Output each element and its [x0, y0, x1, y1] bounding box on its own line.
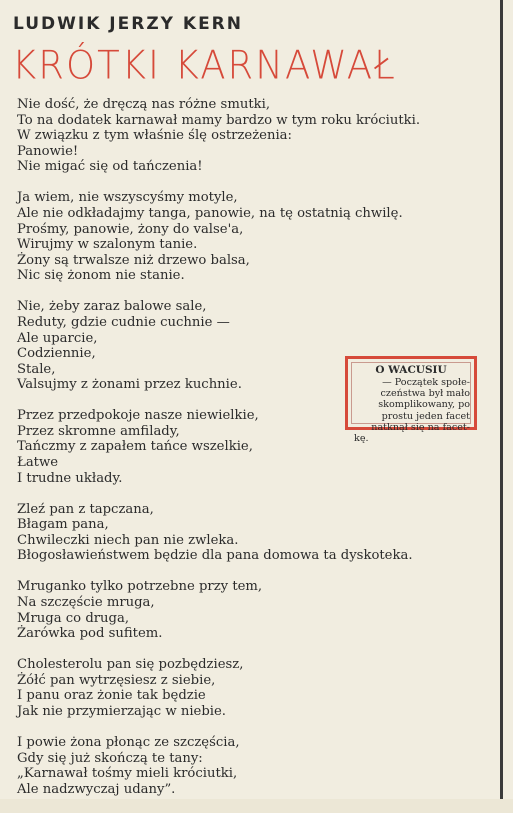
sidebar-box-line: — Początek społe- [382, 377, 470, 388]
poem-line: To na dodatek karnawał mamy bardzo w tym roku króciutki. [17, 112, 421, 128]
poem-line: Prośmy, panowie, żony do valse'a, [17, 221, 244, 237]
page-border-right [500, 0, 503, 799]
poem-line: Mruga co druga, [17, 610, 130, 626]
poem-line: Jak nie przymierzając w niebie. [17, 703, 227, 719]
poem-line: Żółć pan wytrzęsiesz z siebie, [17, 672, 216, 688]
sidebar-box-line: kę. [354, 433, 369, 445]
poem-line: Żony są trwalsze niż drzewo balsa, [17, 252, 250, 268]
poem-line: Codziennie, [17, 346, 96, 362]
poem-line: Panowie! [17, 143, 79, 159]
poem-line: Nie migać się od tańczenia! [17, 159, 203, 175]
sidebar-box-line: natknął się na facet- [371, 421, 470, 433]
poem-line: Błagam pana, [17, 517, 109, 533]
poem-line: Przez przedpokoje nasze niewielkie, [17, 408, 259, 424]
poem-line: Ale nie odkładajmy tanga, panowie, na tę ostatnią chwilę. [17, 205, 403, 221]
poem-line: Żarówka pod sufitem. [17, 626, 163, 642]
poem-line: Chwileczki niech pan nie zwleka. [17, 532, 239, 548]
poem-stanza [17, 190, 457, 284]
poem-line: Ale nadzwyczaj udany”. [17, 781, 176, 797]
poem-line: W związku z tym właśnie ślę ostrzeżenia: [17, 128, 292, 144]
poem-line: „Karnawał tośmy mieli króciutki, [17, 766, 238, 782]
poem-line: Błogosławieństwem będzie dla pana domowa ta dyskoteka. [17, 548, 413, 564]
poem-stanza [17, 579, 457, 641]
author-name: LUDWIK JERZY KERN [13, 14, 243, 34]
poem-body [17, 97, 457, 813]
poem-title: KRÓTKI KARNAWAŁ [12, 42, 397, 89]
poem-line: Łatwe [17, 455, 59, 471]
poem-stanza [17, 97, 457, 175]
sidebar-box-text [354, 377, 470, 444]
sidebar-box-line: skomplikowany, po [378, 399, 470, 411]
poem-stanza [17, 657, 457, 719]
poem-line: I panu oraz żonie tak będzie [17, 688, 206, 704]
poem-line: Zleź pan z tapczana, [17, 501, 154, 517]
poem-line: Mruganko tylko potrzebne przy tem, [17, 579, 263, 595]
poem-line: Na szczęście mruga, [17, 594, 155, 610]
poem-line: Gdy się już skończą te tany: [17, 750, 203, 766]
poem-line: Ale uparcie, [17, 330, 98, 346]
poem-line: Tańczmy z zapałem tańce wszelkie, [17, 439, 253, 455]
sidebar-box-line: prostu jeden facet [381, 410, 470, 422]
poem-line: Stale, [17, 361, 56, 377]
poem-line: Wirujmy w szalonym tanie. [17, 237, 198, 253]
poem-stanza [17, 502, 457, 564]
poem-stanza [17, 735, 457, 797]
sidebar-box-title: O WACUSIU [375, 364, 447, 376]
poem-line: Reduty, gdzie cudnie cuchnie — [17, 314, 230, 330]
poem-line: Nie, żeby zaraz balowe sale, [17, 299, 207, 315]
sidebar-box-line: czeństwa był mało [380, 388, 470, 400]
poem-line: Valsujmy z żonami przez kuchnie. [17, 377, 242, 393]
poem-line: Ja wiem, nie wszyscyśmy motyle, [17, 190, 238, 206]
poem-line: Nic się żonom nie stanie. [17, 268, 185, 284]
poem-line: Przez skromne amfilady, [17, 423, 180, 439]
sidebar-box [345, 356, 477, 445]
poem-line: I powie żona płonąc ze szczęścia, [17, 734, 240, 750]
poem-line: Cholesterolu pan się pozbędziesz, [17, 657, 244, 673]
poem-line: Nie dość, że dręczą nas różne smutki, [17, 97, 271, 112]
poem-line: I trudne układy. [17, 470, 123, 486]
